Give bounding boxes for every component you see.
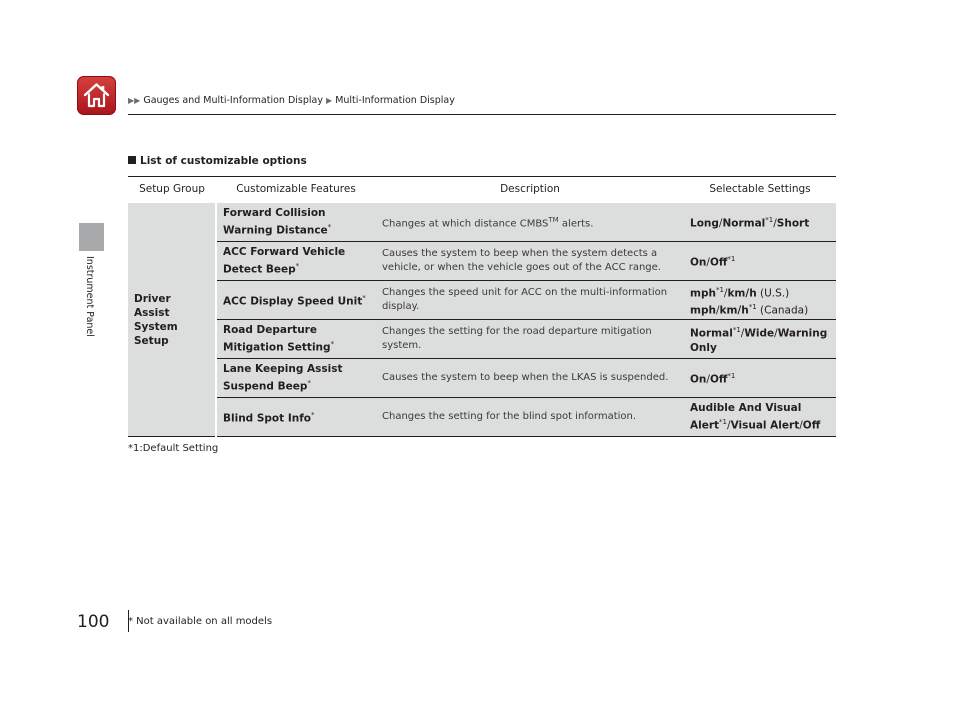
feature-cell: ACC Display Speed Unit*	[216, 281, 376, 320]
chapter-label: Instrument Panel	[84, 256, 95, 337]
settings-cell: On/Off$^{*1}$	[684, 242, 836, 281]
chapter-tab	[79, 223, 104, 251]
description-cell: Changes the setting for the road departure mitigation system.	[376, 320, 684, 359]
header-rule	[128, 114, 836, 115]
col-features: Customizable Features	[216, 177, 376, 203]
breadcrumb-item-gauges[interactable]: Gauges and Multi-Information Display	[143, 95, 323, 106]
table-row	[128, 242, 836, 281]
chevron-right-icon: ▶▶	[128, 96, 141, 105]
breadcrumb	[128, 95, 455, 106]
chevron-right-icon: ▶	[326, 96, 333, 105]
table-row	[128, 281, 836, 320]
table-header-row	[128, 177, 836, 203]
feature-cell: Road Departure Mitigation Setting*	[216, 320, 376, 359]
description-cell: Changes the speed unit for ACC on the multi-information display.	[376, 281, 684, 320]
col-settings: Selectable Settings	[684, 177, 836, 203]
table-row	[128, 359, 836, 398]
settings-cell: mph$^{*1}$/km/h (U.S.) mph/$km/h^{*1}$ (Canada)	[684, 281, 836, 320]
settings-cell: Audible And Visual Alert$^{*1}$/Visual Alert/Off	[684, 398, 836, 437]
options-table	[128, 176, 836, 437]
col-description: Description	[376, 177, 684, 203]
home-button[interactable]	[77, 76, 116, 115]
settings-cell: Normal$^{*1}$/Wide/Warning Only	[684, 320, 836, 359]
feature-cell: Lane Keeping Assist Suspend Beep*	[216, 359, 376, 398]
description-cell: Causes the system to beep when the system detects a vehicle, or when the vehicle goes out of the ACC range.	[376, 242, 684, 281]
description-cell: Changes at which distance CMBS™ alerts.	[376, 202, 684, 242]
table-row	[128, 202, 836, 242]
availability-note: * Not available on all models	[128, 616, 273, 627]
page-number: 100	[77, 612, 110, 632]
home-icon	[82, 81, 111, 110]
default-setting-footnote: *1:Default Setting	[128, 443, 219, 454]
col-setup-group: Setup Group	[128, 177, 216, 203]
square-bullet-icon	[128, 156, 136, 164]
feature-cell: Forward Collision Warning Distance*	[216, 202, 376, 242]
description-cell: Causes the system to beep when the LKAS is suspended.	[376, 359, 684, 398]
settings-cell: On/Off$^{*1}$	[684, 359, 836, 398]
settings-cell: Long/Normal$^{*1}$/Short	[684, 202, 836, 242]
section-title: List of customizable options	[128, 155, 307, 167]
setup-group-cell: Driver Assist System Setup	[128, 202, 216, 437]
feature-cell: ACC Forward Vehicle Detect Beep*	[216, 242, 376, 281]
description-cell: Changes the setting for the blind spot information.	[376, 398, 684, 437]
table-row	[128, 320, 836, 359]
table-row	[128, 398, 836, 437]
breadcrumb-item-mid[interactable]: Multi-Information Display	[335, 95, 455, 106]
feature-cell: Blind Spot Info*	[216, 398, 376, 437]
